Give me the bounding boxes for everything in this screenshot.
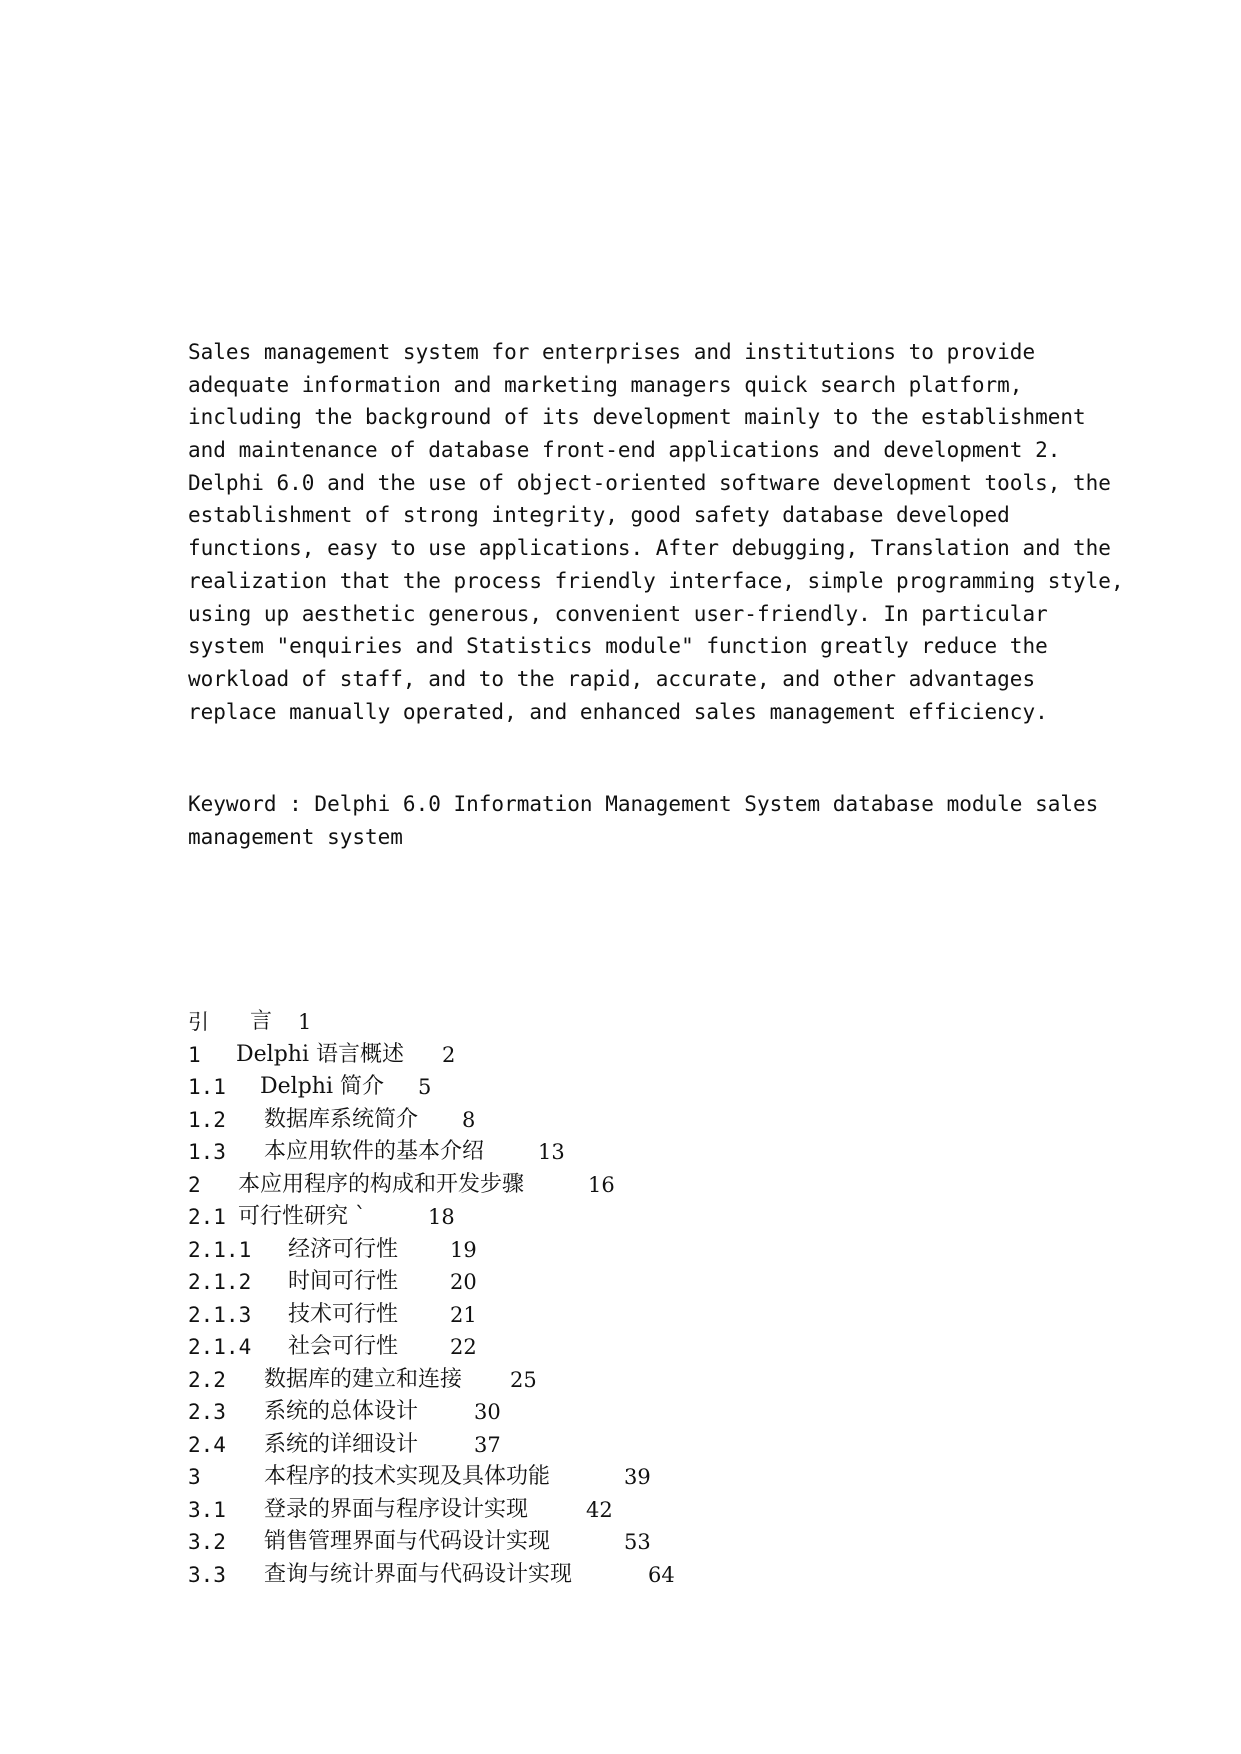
toc-entry-page: 5 bbox=[418, 1075, 432, 1099]
abstract-line: including the background of its development mainly to the establishment bbox=[188, 405, 1086, 430]
toc-entry-title: 本应用程序的构成和开发步骤 bbox=[238, 1171, 525, 1197]
toc-entry-title: 社会可行性 bbox=[288, 1334, 399, 1359]
keyword-line: management system bbox=[188, 825, 403, 849]
toc-entry-page: 25 bbox=[510, 1367, 537, 1392]
toc-entry-number: 2.4 bbox=[188, 1432, 226, 1457]
abstract-line: functions, easy to use applications. After debugging, Translation and the bbox=[188, 536, 1111, 561]
toc-entry-page: 8 bbox=[462, 1107, 476, 1132]
toc-entry-page: 30 bbox=[474, 1400, 501, 1424]
toc-entry-number: 2.1.2 bbox=[188, 1270, 252, 1294]
toc-entry-number: 1.3 bbox=[188, 1140, 226, 1164]
abstract-line: adequate information and marketing managers quick search platform, bbox=[188, 372, 1023, 397]
toc-entry-page: 22 bbox=[450, 1335, 477, 1359]
toc-entry bbox=[188, 1266, 1088, 1299]
abstract-line: Sales management system for enterprises and institutions to provide bbox=[188, 340, 1036, 364]
toc-entry-title: 言 bbox=[250, 1009, 273, 1034]
abstract-line: using up aesthetic generous, convenient user-friendly. In particular bbox=[188, 601, 1048, 626]
toc-entry bbox=[188, 1461, 1088, 1494]
toc-entry-title: 查询与统计界面与代码设计实现 bbox=[264, 1561, 573, 1587]
toc-entry-page: 42 bbox=[586, 1497, 613, 1522]
abstract-line: and maintenance of database front-end applications and development 2. bbox=[188, 438, 1061, 463]
abstract-line: establishment of strong integrity, good safety database developed bbox=[188, 503, 1010, 528]
toc-entry-title: 登录的界面与程序设计实现 bbox=[264, 1496, 529, 1522]
toc-entry bbox=[188, 1071, 1088, 1104]
toc-entry-number: 2 bbox=[188, 1172, 201, 1197]
toc-entry-page: 1 bbox=[298, 1010, 312, 1034]
toc-entry-number: 3.2 bbox=[188, 1530, 226, 1554]
toc-entry-number: 3 bbox=[188, 1465, 201, 1489]
keyword-line: Keyword : Delphi 6.0 Information Management System database module sales bbox=[188, 792, 1099, 816]
toc-entry-page: 53 bbox=[624, 1530, 651, 1554]
toc-entry-page: 2 bbox=[442, 1042, 456, 1067]
toc-entry-number: 2.1 bbox=[188, 1205, 226, 1229]
toc-entry bbox=[188, 1559, 1088, 1592]
toc-entry-number: 引 bbox=[188, 1010, 209, 1034]
toc-entry-page: 16 bbox=[588, 1172, 615, 1197]
toc-entry-number: 2.3 bbox=[188, 1400, 226, 1424]
toc-entry-title: 经济可行性 bbox=[288, 1236, 399, 1262]
toc-entry bbox=[188, 1136, 1088, 1169]
toc-entry-page: 18 bbox=[428, 1205, 455, 1229]
toc-entry-title: 数据库的建立和连接 bbox=[264, 1366, 463, 1392]
toc-entry bbox=[188, 1429, 1088, 1462]
toc-entry-number: 3.3 bbox=[188, 1562, 226, 1587]
abstract-line: realization that the process friendly interface, simple programming style, bbox=[188, 568, 1124, 593]
toc-entry bbox=[188, 1526, 1088, 1559]
toc-entry-title: 本应用软件的基本介绍 bbox=[264, 1139, 485, 1164]
toc-entry-title: Delphi 语言概述 bbox=[236, 1041, 404, 1067]
toc-entry-page: 37 bbox=[474, 1432, 501, 1457]
toc-entry bbox=[188, 1299, 1088, 1332]
toc-entry-title: 技术可行性 bbox=[288, 1301, 399, 1327]
toc-entry bbox=[188, 1331, 1088, 1364]
english-abstract bbox=[188, 336, 1124, 728]
toc-entry-title: 可行性研究 ` bbox=[238, 1204, 366, 1229]
abstract-line: replace manually operated, and enhanced sales management efficiency. bbox=[188, 699, 1048, 724]
toc-entry-page: 19 bbox=[450, 1237, 477, 1262]
toc-entry-page: 20 bbox=[450, 1270, 477, 1294]
toc-entry-title: 系统的详细设计 bbox=[264, 1431, 419, 1457]
toc-entry bbox=[188, 1364, 1088, 1397]
abstract-line: system "enquiries and Statistics module" function greatly reduce the bbox=[188, 634, 1048, 659]
toc-entry-title: 本程序的技术实现及具体功能 bbox=[264, 1464, 551, 1489]
toc-entry-title: 销售管理界面与代码设计实现 bbox=[264, 1529, 551, 1554]
toc-entry-title: Delphi 简介 bbox=[260, 1074, 384, 1099]
toc-entry-page: 21 bbox=[450, 1302, 477, 1327]
toc-entry bbox=[188, 1039, 1088, 1072]
toc-entry-title: 系统的总体设计 bbox=[264, 1399, 419, 1424]
toc-entry-number: 1.2 bbox=[188, 1107, 226, 1132]
toc-entry-title: 数据库系统简介 bbox=[264, 1106, 419, 1132]
toc-entry bbox=[188, 1104, 1088, 1137]
toc-entry-title: 时间可行性 bbox=[288, 1269, 399, 1294]
toc-entry-number: 2.1.4 bbox=[188, 1335, 252, 1359]
toc-entry bbox=[188, 1006, 1088, 1039]
abstract-line: Delphi 6.0 and the use of object-oriented software development tools, the bbox=[188, 470, 1111, 495]
toc-entry-number: 3.1 bbox=[188, 1497, 226, 1522]
toc-entry bbox=[188, 1201, 1088, 1234]
toc-entry-number: 2.1.3 bbox=[188, 1302, 252, 1327]
toc-entry-number: 2.2 bbox=[188, 1367, 226, 1392]
toc-entry bbox=[188, 1396, 1088, 1429]
keyword-section bbox=[188, 788, 1099, 854]
toc-entry bbox=[188, 1494, 1088, 1527]
toc-entry-page: 64 bbox=[648, 1562, 675, 1587]
table-of-contents bbox=[188, 1006, 1088, 1591]
toc-entry-page: 13 bbox=[538, 1140, 565, 1164]
toc-entry bbox=[188, 1234, 1088, 1267]
toc-entry-number: 1 bbox=[188, 1042, 201, 1067]
toc-entry bbox=[188, 1169, 1088, 1202]
toc-entry-number: 2.1.1 bbox=[188, 1237, 252, 1262]
toc-entry-page: 39 bbox=[624, 1465, 651, 1489]
toc-entry-number: 1.1 bbox=[188, 1075, 226, 1099]
abstract-line: workload of staff, and to the rapid, accurate, and other advantages bbox=[188, 666, 1036, 691]
